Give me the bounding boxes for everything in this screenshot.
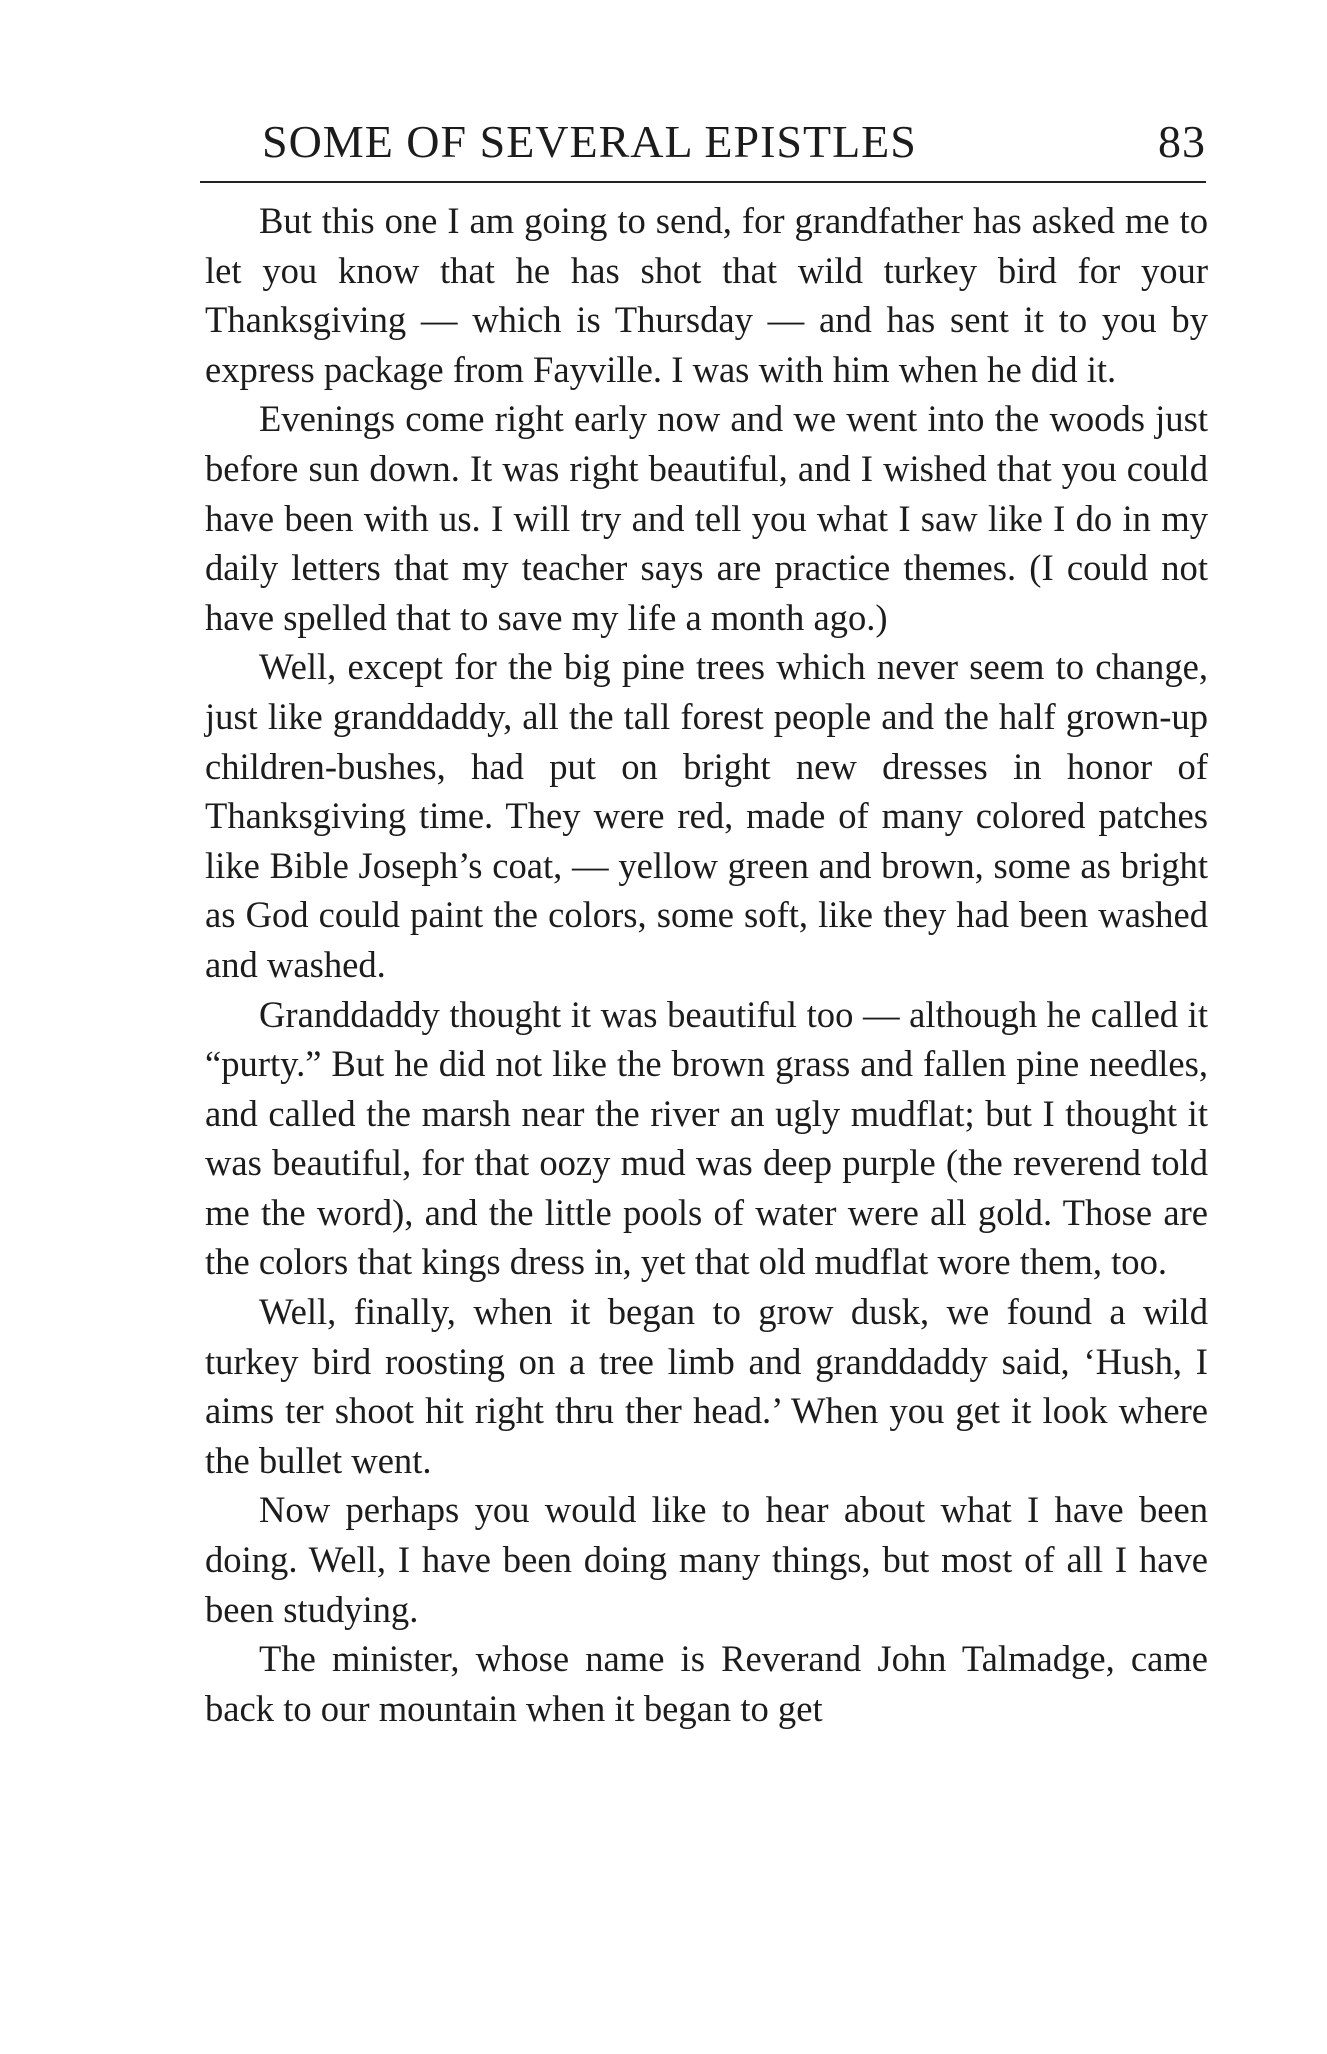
running-title: SOME OF SEVERAL EPISTLES — [262, 116, 917, 167]
header-rule — [200, 181, 1206, 183]
paragraph: But this one I am going to send, for grandfather has asked me to let you know that he has shot that wild turkey bird for your Thanksgiving — which is Thursday — and has sent it to you by express package from Fayville. I was with him when he did it. — [205, 200, 1208, 390]
paragraph: Well, except for the big pine trees which never seem to change, just like granddaddy, all the tall forest people and the half grown-up children-bushes, had put on bright new dresses in honor of Thanksgiving time. They were red, made of many colored patches like Bible Joseph’s coat, — yellow green and brown, some as bright as God could paint the colors, some soft, like they had been washed and washed. — [205, 646, 1208, 985]
running-head — [262, 112, 1206, 172]
paragraph: Evenings come right early now and we went into the woods just before sun down. It was right beautiful, and I wished that you could have been with us. I will try and tell you what I saw like I do in my daily letters that my teacher says are practice themes. (I could not have spelled that to save my life a month ago.) — [205, 398, 1208, 638]
paragraph: The minister, whose name is Reverand John Talmadge, came back to our mountain when it began to get — [205, 1638, 1208, 1729]
paragraph: Well, finally, when it began to grow dusk, we found a wild turkey bird roosting on a tree limb and granddaddy said, ‘Hush, I aims ter shoot hit right thru ther head.’ When you get it look where the bullet went. — [205, 1291, 1208, 1481]
body-text — [205, 196, 1208, 1733]
paragraph: Granddaddy thought it was beautiful too — although he called it “purty.” But he did not like the brown grass and fallen pine needles, and called the marsh near the river an ugly mudflat; but I thought it was beautiful, for that oozy mud was deep purple (the reverend told me the word), and the little pools of water were all gold. Those are the colors that kings dress in, yet that old mudflat wore them, too. — [205, 993, 1208, 1283]
page-number: 83 — [1158, 116, 1206, 167]
paragraph: Now perhaps you would like to hear about what I have been doing. Well, I have been doing many things, but most of all I have been studying. — [205, 1489, 1208, 1630]
